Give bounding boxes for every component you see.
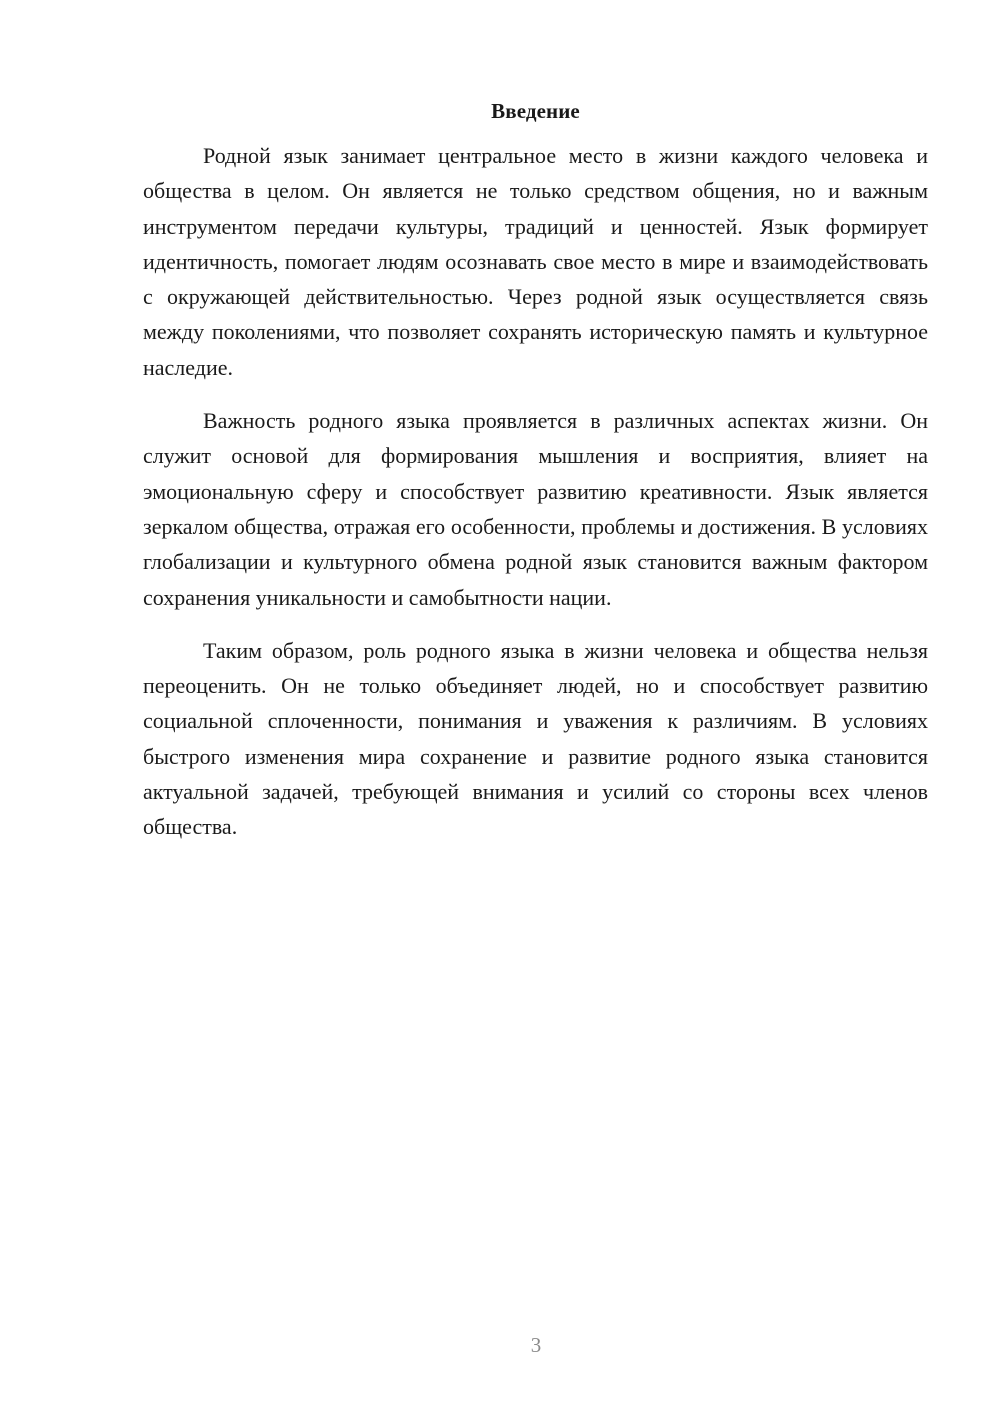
paragraph-1: Родной язык занимает центральное место в жизни каждого человека и общества в целом. Он является не только средством общения, но и важным инструментом передачи культуры, традиций и ценностей. Язык формирует идентичность, помогает людям осознавать свое место в мире и взаимодействовать с окружающей действительностью. Через родной язык осуществляется связь между поколениями, что позволяет сохранять историческую память и культурное наследие. — [143, 143, 928, 380]
page-number: 3 — [530, 1333, 542, 1357]
paragraph-2: Важность родного языка проявляется в различных аспектах жизни. Он служит основой для формирования мышления и восприятия, влияет на эмоциональную сферу и способствует развитию креативности. Язык является зеркалом общества, отражая его особенности, проблемы и достижения. В условиях глобализации и культурного обмена родной язык становится важным фактором сохранения уникальности и самобытности нации. — [143, 408, 928, 610]
paragraph-3: Таким образом, роль родного языка в жизни человека и общества нельзя переоценить. Он не только объединяет людей, но и способствует развитию социальной сплоченности, понимания и уважения к различиям. В условиях быстрого изменения мира сохранение и развитие родного языка становится актуальной задачей, требующей внимания и усилий со стороны всех членов общества. — [143, 637, 928, 840]
page-content — [143, 96, 928, 863]
section-title: Введение — [491, 99, 580, 123]
